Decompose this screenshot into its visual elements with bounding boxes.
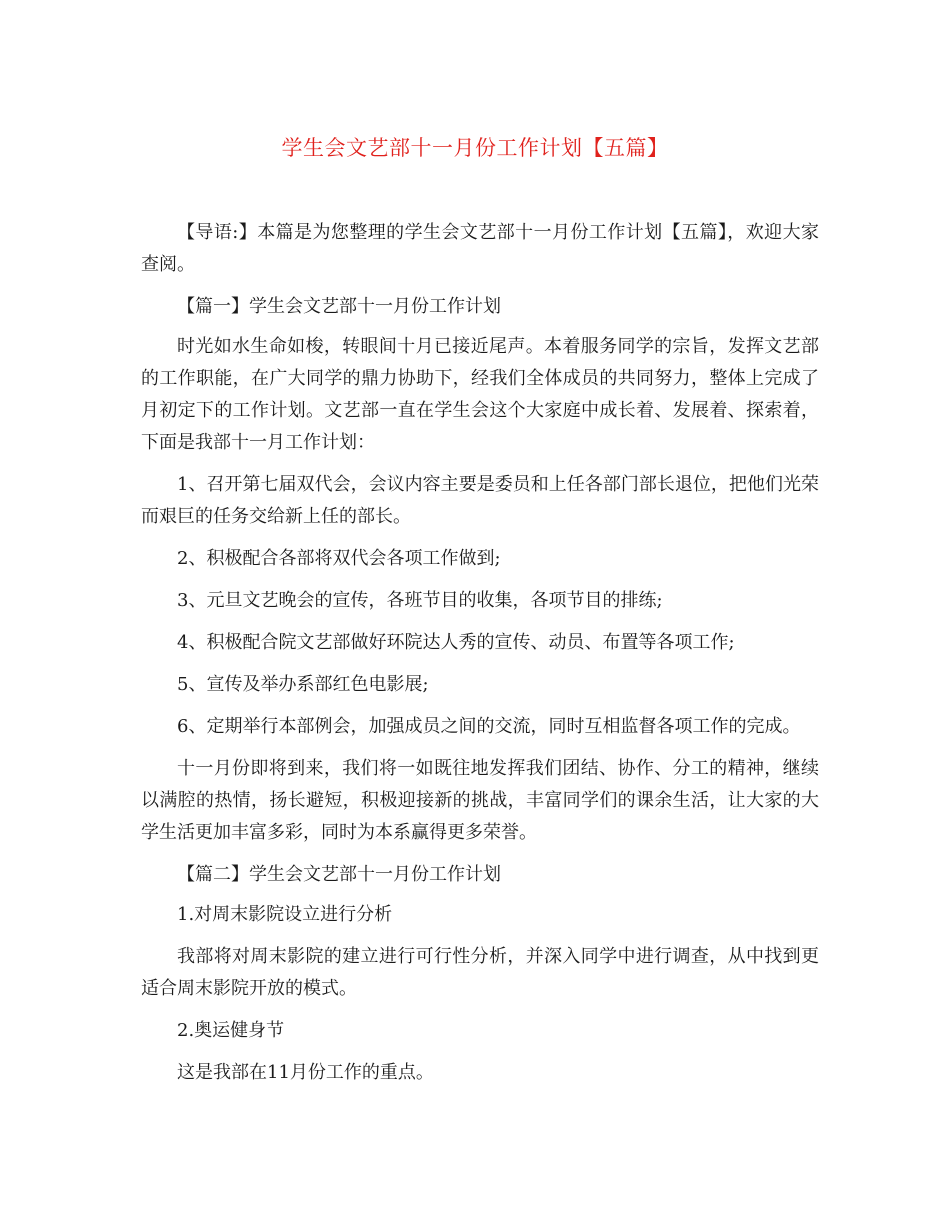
list-item: 5、宣传及举办系部红色电影展;	[177, 674, 429, 695]
intro-paragraph: 【导语:】本篇是为您整理的学生会文艺部十一月份工作计划【五篇】，欢迎大家查阅。	[141, 222, 819, 275]
document-title: 学生会文艺部十一月份工作计划【五篇】	[281, 136, 669, 160]
sub-heading: 2.奥运健身节	[177, 1020, 285, 1041]
body-paragraph: 这是我部在11月份工作的重点。	[177, 1062, 434, 1083]
list-item: 3、元旦文艺晚会的宣传，各班节目的收集，各项节目的排练;	[177, 590, 663, 611]
section-heading-1: 【篇一】学生会文艺部十一月份工作计划	[177, 296, 501, 317]
body-paragraph: 十一月份即将到来，我们将一如既往地发挥我们团结、协作、分工的精神，继续以满腔的热情，扬长避短，积极迎接新的挑战，丰富同学们的课余生活，让大家的大学生活更加丰富多彩，同时为本系赢得更多荣誉。	[141, 758, 819, 843]
list-item: 1、召开第七届双代会，会议内容主要是委员和上任各部门部长退位，把他们光荣而艰巨的任务交给新上任的部长。	[141, 474, 819, 527]
sub-heading: 1.对周末影院设立进行分析	[177, 904, 393, 925]
document-body	[141, 217, 819, 1099]
list-item: 2、积极配合各部将双代会各项工作做到;	[177, 548, 501, 569]
list-item: 4、积极配合院文艺部做好环院达人秀的宣传、动员、布置等各项工作;	[177, 632, 735, 653]
body-paragraph: 我部将对周末影院的建立进行可行性分析，并深入同学中进行调查，从中找到更适合周末影院开放的模式。	[141, 946, 819, 999]
section-heading-2: 【篇二】学生会文艺部十一月份工作计划	[177, 864, 501, 885]
list-item: 6、定期举行本部例会，加强成员之间的交流，同时互相监督各项工作的完成。	[177, 716, 801, 737]
body-paragraph: 时光如水生命如梭，转眼间十月已接近尾声。本着服务同学的宗旨，发挥文艺部的工作职能，在广大同学的鼎力协助下，经我们全体成员的共同努力，整体上完成了月初定下的工作计划。文艺部一直在学生会这个大家庭中成长着、发展着、探索着，下面是我部十一月工作计划：	[141, 336, 819, 453]
